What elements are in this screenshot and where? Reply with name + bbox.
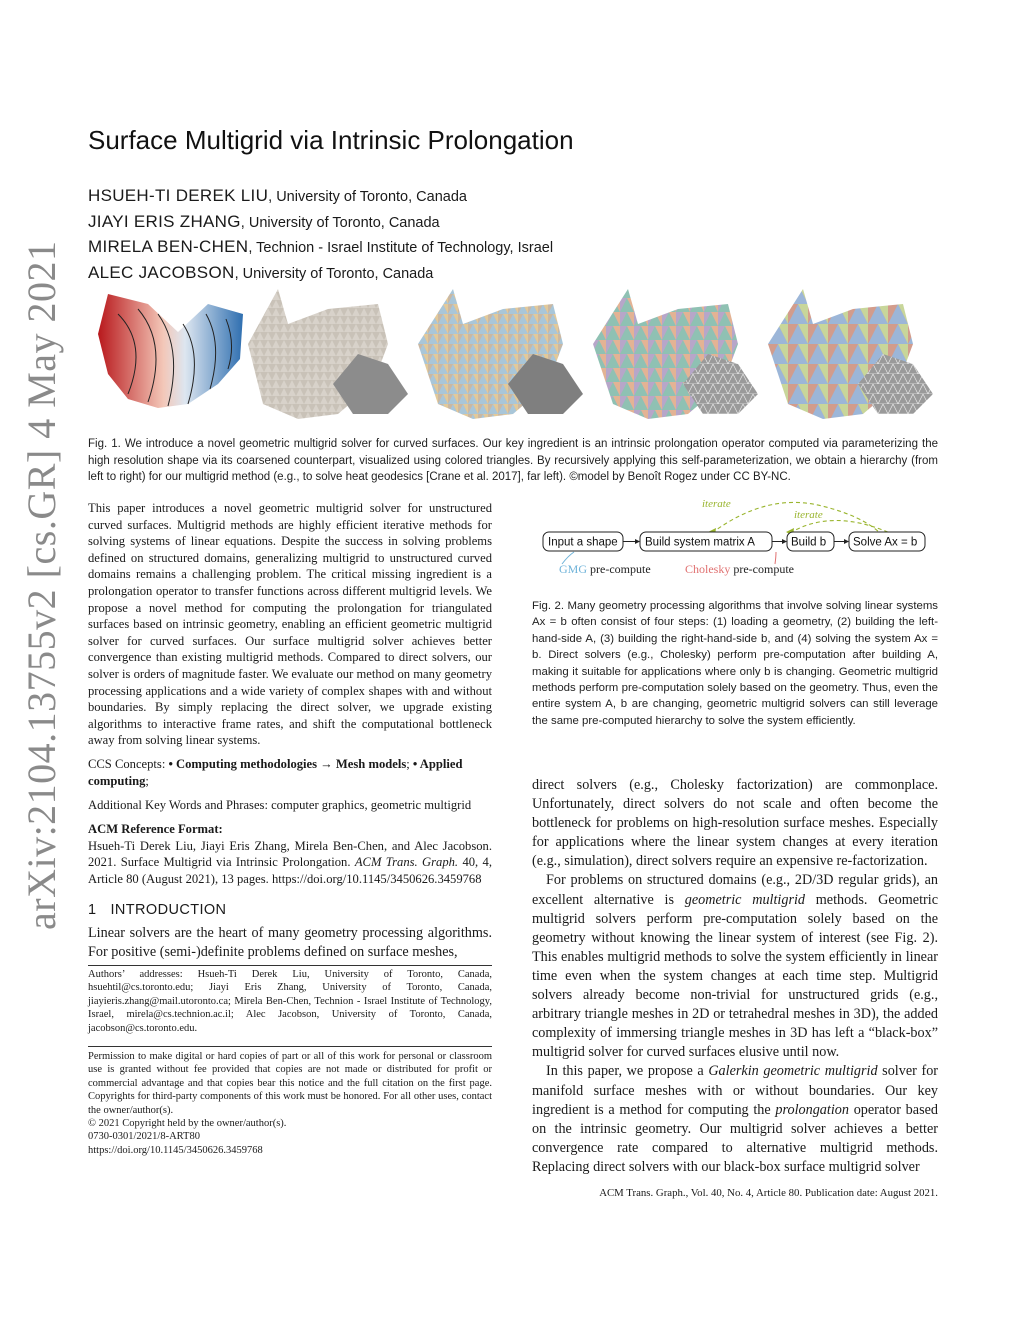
- acm-reference-journal: ACM Trans. Graph.: [354, 855, 459, 870]
- acm-reference-rest: 40, 4, Article 80 (August 2021), 13 pages. https://doi.org/10.1145/3450626.3459768: [88, 855, 493, 886]
- doi-line[interactable]: https://doi.org/10.1145/3450626.3459768: [88, 1144, 263, 1156]
- permission-notice: [88, 1050, 492, 1157]
- ccs-item: • Computing methodologies → Mesh models: [168, 757, 407, 771]
- intro-right-text: [532, 776, 938, 1177]
- figure-2-diagram: [532, 494, 938, 584]
- section-heading: [88, 902, 226, 918]
- figure-2-caption: Fig. 2. Many geometry processing algorithms that involve solving linear systems Ax = b often consist of four steps: (1) loading a geometry, (2) building the left-hand-side A, (3) building the right-hand-side b, and (4) solving the system Ax = b. Direct solvers (e.g., Cholesky) perform pre-computation after building A, making it suitable for applications where only b is changing. Geometric multigrid methods perform pre-computation solely based on the geometry. Thus, even the entire system A, b are changing, geometric multigrid solvers can still leverage the same pre-computed hierarchy to solve the system efficiently.: [532, 600, 938, 727]
- issn-line: 0730-0301/2021/8-ART80: [88, 1131, 200, 1143]
- section-title: INTRODUCTION: [110, 902, 227, 918]
- author-name: ALEC JACOBSON: [88, 262, 235, 282]
- step-label: Build b: [791, 536, 827, 549]
- author-affiliation: , University of Toronto, Canada: [268, 189, 467, 205]
- skull-fine: [248, 289, 408, 419]
- abstract: This paper introduces a novel geometric multigrid solver for unstructured curved surfaces. Multigrid methods are highly efficient iterative methods for solving systems of linear equations. Despite the success in solving problems defined on structured domains, generalizing multigrid to unstructured curved domains remains a challenging problem. The critical missing ingredient is a prolongation operator to transfer functions across different multigrid levels. We propose a novel method for computing the prolongation for triangulated surfaces based on intrinsic geometry, enabling an efficient geometric multigrid solver for curved surfaces. Our surface multigrid solver achieves better convergence than existing multigrid methods. Compared to direct solvers, our solver is orders of magnitude faster. We evaluate our method on many geometry processing applications and a wide variety of complex shapes with and without boundaries. By simply replacing the direct solver, we upgrade existing algorithms to interactive frame rates, and shift the computational bottleneck away from solving linear systems.: [88, 501, 492, 748]
- gmg-precompute-label: GMG pre-compute: [559, 562, 651, 576]
- step-label: Solve Ax = b: [853, 536, 918, 549]
- ccs-lead: CCS Concepts:: [88, 757, 169, 771]
- footnote-divider: [88, 965, 492, 966]
- ccs-end: ;: [145, 773, 149, 788]
- author-entry: [88, 261, 553, 287]
- keywords: Additional Key Words and Phrases: computer graphics, geometric multigrid: [88, 798, 472, 812]
- ccs-concepts: [88, 756, 492, 789]
- intro-paragraph: direct solvers (e.g., Cholesky factorization) are commonplace. Unfortunately, direct solvers do not scale and often become the bottleneck for problems on high-resolution surface meshes. Especially for applications where the linear system changes at every iteration (e.g., simulation), direct solvers require an expensive re-factorization.: [532, 777, 938, 870]
- author-affiliation: , Technion - Israel Institute of Technology, Israel: [248, 240, 554, 256]
- skull-level-3: [768, 289, 933, 419]
- author-entry: [88, 235, 553, 261]
- teaser-figure: [88, 284, 938, 430]
- author-list: [88, 184, 553, 286]
- acm-reference-text: Hsueh-Ti Derek Liu, Jiayi Eris Zhang, Mirela Ben-Chen, and Alec Jacobson. 2021. Surface Multigrid via Intrinsic Prolongation.: [88, 838, 492, 870]
- intro-paragraph: In this paper, we propose a Galerkin geometric multigrid solver for manifold surface meshes with or without boundaries. Our key ingredient is a method for computing the prolongation operator based on the intrinsic geometry. Our multigrid solver achieves a better convergence rate compared to alternative multigrid methods. Replacing direct solvers with our black-box surface multigrid solver: [532, 1063, 939, 1175]
- iterate-arc-inner: [790, 521, 890, 534]
- author-name: HSUEH-TI DEREK LIU: [88, 186, 269, 205]
- skull-heat-geodesic: [98, 294, 243, 408]
- paper-title: Surface Multigrid via Intrinsic Prolongation: [88, 125, 574, 155]
- ccs-separator: ;: [406, 757, 413, 771]
- author-affiliation: , University of Toronto, Canada: [240, 214, 440, 231]
- author-name: MIRELA BEN-CHEN: [88, 237, 249, 256]
- iterate-label: iterate: [794, 509, 823, 521]
- step-label: Input a shape: [548, 536, 618, 549]
- acm-reference: [88, 821, 492, 887]
- page-footer: ACM Trans. Graph., Vol. 40, No. 4, Article 80. Publication date: August 2021.: [599, 1187, 938, 1199]
- flow-arrowhead: [844, 539, 849, 544]
- intro-paragraph: For problems on structured domains (e.g., 2D/3D regular grids), an excellent alternative is geometric multigrid methods. Geometric multigrid solvers perform pre-computation solely based on the geometry without knowing the linear system of interest (see Fig. 2). This enables multigrid methods to solve the system efficiently in linear time even when the system changes at each time step. Multigrid solvers already become non-trivial for unstructured grids (e.g., arbitrary triangle meshes in 2D or tetrahedral meshes in 3D), the added complexity of immersing triangle meshes in 3D has left a “black-box” multigrid solver for curved surfaces elusive until now.: [532, 872, 938, 1061]
- author-entry: [88, 210, 553, 236]
- step-label: Build system matrix A: [645, 536, 755, 549]
- section-number: 1: [88, 902, 97, 918]
- skull-level-2: [593, 289, 758, 419]
- figure-1-caption: Fig. 1. We introduce a novel geometric multigrid solver for curved surfaces. Our key ingredient is an intrinsic prolongation operator computed via parameterizing the high resolution shape via its coarsened counterpart, visualized using colored triangles. By recursively applying this self-parameterization, we obtain a hierarchy (from left to right) for our multigrid method (e.g., to solve heat geodesics [Crane et al. 2017], far left). ©model by Benoît Rogez under CC BY-NC.: [88, 438, 938, 483]
- author-addresses: Authors’ addresses: Hsueh-Ti Derek Liu, University of Toronto, Canada, hsuehtil@cs.toronto.edu; Jiayi Eris Zhang, University of Toronto, Canada, jiayieris.zhang@mail.utoronto.ca; Mirela Ben-Chen, Technion - Israel Institute of Technology, Israel, mirela@cs.technion.ac.il; Alec Jacobson, University of Toronto, Canada, jacobson@cs.toronto.edu.: [88, 969, 492, 1034]
- intro-left-text: Linear solvers are the heart of many geometry processing algorithms. For positive (semi-)definite problems defined on surface meshes,: [88, 925, 492, 961]
- flow-arrowhead: [635, 539, 640, 544]
- flow-arrowhead: [782, 539, 787, 544]
- author-name: JIAYI ERIS ZHANG: [88, 211, 241, 231]
- ccs-item: • Applied computing: [88, 757, 463, 788]
- footnote-divider: [88, 1046, 492, 1047]
- cholesky-precompute-label: Cholesky pre-compute: [685, 562, 794, 576]
- skull-level-1: [418, 289, 583, 419]
- copyright-line: © 2021 Copyright held by the owner/author(s).: [88, 1118, 287, 1130]
- iterate-label: iterate: [702, 498, 731, 510]
- author-affiliation: , University of Toronto, Canada: [234, 265, 434, 282]
- acm-reference-heading: ACM Reference Format:: [88, 822, 223, 836]
- permission-text: Permission to make digital or hard copies of part or all of this work for personal or classroom use is granted without fee provided that copies are not made or distributed for profit or commercial advantage and that copies bear this notice and the full citation on the first page. Copyrights for third-party components of this work must be honored. For all other uses, contact the owner/author(s).: [88, 1051, 492, 1116]
- arxiv-stamp: arXiv:2104.13755v2 [cs.GR] 4 May 2021: [19, 240, 64, 930]
- author-entry: [88, 184, 553, 210]
